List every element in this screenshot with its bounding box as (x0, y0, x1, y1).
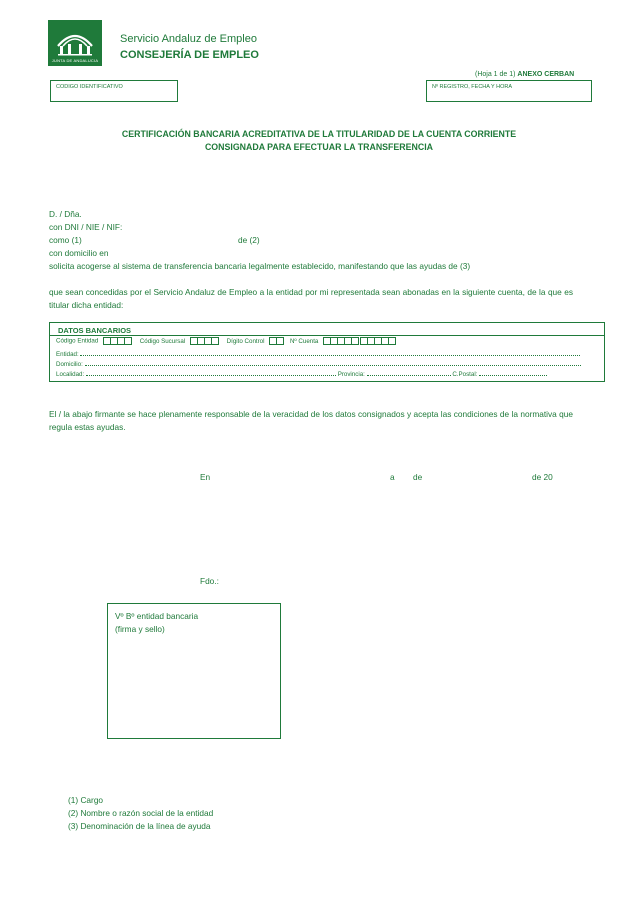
locality-field[interactable] (86, 369, 336, 376)
control-digit-label: Dígito Control (226, 337, 265, 345)
place-label: En (200, 472, 211, 482)
sheet-indicator (475, 71, 574, 78)
bank-data-box (49, 322, 605, 382)
org-name: Servicio Andaluz de Empleo (120, 33, 257, 45)
logo-caption: JUNTA DE ANDALUCIA (51, 58, 99, 63)
entity-field[interactable] (80, 349, 580, 356)
stamp-title: Vº Bº entidad bancaria (115, 611, 199, 621)
postal-field[interactable] (479, 369, 547, 376)
id-line: con DNI / NIE / NIF: (49, 222, 123, 232)
footnote-1: (1) Cargo (68, 795, 104, 805)
entity-of-line: de (2) (238, 235, 260, 245)
postal-label: C.Postal: (452, 371, 478, 378)
junta-logo (48, 20, 102, 66)
signature-label: Fdo.: (200, 576, 219, 586)
locality-row (56, 369, 547, 378)
document-title (40, 128, 598, 154)
account-number-label: Nº Cuenta (289, 337, 319, 345)
declaration-paragraph: El / la abajo firmante se hace plenamente responsable de la veracidad de los datos consignados y acepta las condiciones de la normativa que regula estas ayudas. (49, 409, 573, 432)
registry-label: Nº REGISTRO, FECHA Y HORA (432, 84, 513, 90)
footnote-3: (3) Denominación de la línea de ayuda (68, 821, 211, 831)
day-label: a (390, 472, 395, 482)
bank-stamp-box[interactable] (107, 603, 281, 739)
entity-label: Entidad: (56, 351, 79, 358)
title-line-1: CERTIFICACIÓN BANCARIA ACREDITATIVA DE LA TITULARIDAD DE LA CUENTA CORRIENTE (121, 129, 517, 139)
footnote-2: (2) Nombre o razón social de la entidad (68, 808, 214, 818)
entity-code-cells[interactable] (103, 337, 131, 345)
request-line: solicita acogerse al sistema de transferencia bancaria legalmente establecido, manifestando que las ayudas de (3) (49, 261, 471, 271)
name-line: D. / Dña. (49, 209, 82, 219)
address-line: con domicilio en (49, 248, 109, 258)
branch-code-label: Código Sucursal (139, 337, 186, 345)
annex-label: ANEXO CERBAN (517, 71, 575, 78)
account-number-cells[interactable] (323, 337, 395, 345)
locality-label: Localidad: (56, 371, 85, 378)
branch-code-cells[interactable] (190, 337, 218, 345)
bank-address-label: Domicilio: (56, 361, 83, 368)
title-line-2: CONSIGNADA PARA EFECTUAR LA TRANSFERENCIA (204, 142, 434, 152)
province-field[interactable] (367, 369, 451, 376)
bank-codes-row (56, 337, 398, 345)
role-line: como (1) (49, 235, 82, 245)
year-label: de 20 (532, 472, 553, 482)
control-digit-cells[interactable] (269, 337, 283, 345)
bank-divider (50, 335, 604, 336)
department-name: CONSEJERÍA DE EMPLEO (120, 49, 259, 61)
province-label: Provincia: (337, 371, 365, 378)
bank-address-field[interactable] (85, 359, 581, 366)
code-label: CODIGO IDENTIFICATIVO (56, 84, 123, 90)
stamp-subtitle: (firma y sello) (115, 624, 165, 634)
account-paragraph: que sean concedidas por el Servicio Andaluz de Empleo a la entidad por mi representada sean abonadas en la siguiente cuenta, de la que es titular dicha entidad: (49, 287, 573, 310)
bank-data-title: DATOS BANCARIOS (58, 326, 132, 335)
entity-row (56, 349, 580, 358)
registry-box[interactable] (426, 80, 592, 102)
month-label: de (413, 472, 423, 482)
code-box[interactable] (50, 80, 178, 102)
entity-code-label: Código Entidad (56, 337, 99, 345)
bank-address-row (56, 359, 581, 368)
sheet-number: (Hoja 1 de 1) (475, 71, 516, 78)
